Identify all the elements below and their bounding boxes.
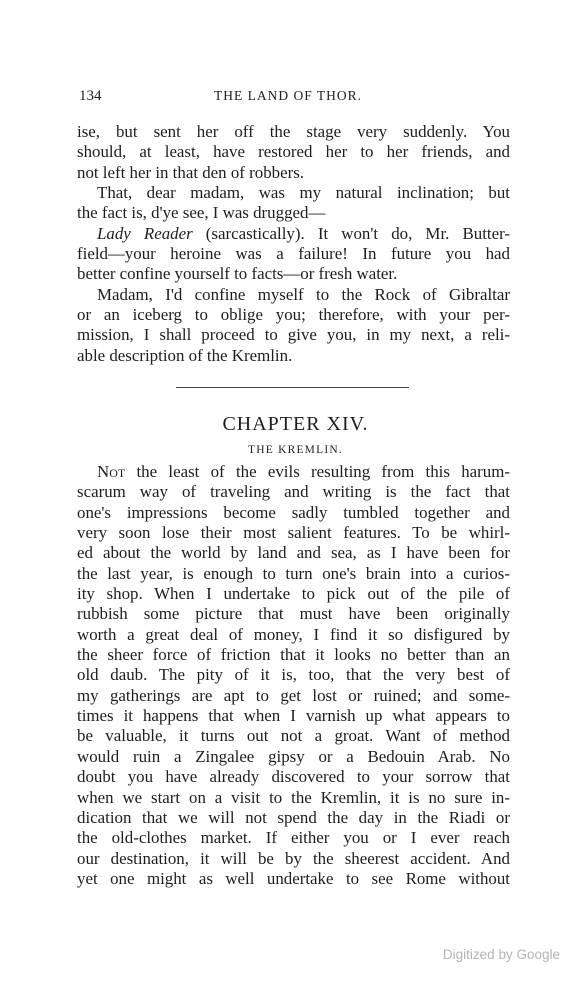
text-fragment: the least of the evils resulting from this harum- xyxy=(125,462,510,481)
text-line: our destination, it will be by the sheerest accident. And xyxy=(77,848,510,868)
text-line: ed about the world by land and sea, as I have been for xyxy=(77,543,510,563)
speaker-name: Lady Reader xyxy=(97,223,193,243)
text-line: worth a great deal of money, I find it so disfigured by xyxy=(77,624,510,644)
text-line: yet one might as well undertake to see Rome without xyxy=(77,868,510,888)
text-line: the last year, is enough to turn one's brain into a curios- xyxy=(77,563,510,583)
text-line: not left her in that den of robbers. xyxy=(77,162,305,182)
page-header xyxy=(77,88,510,108)
text-line: field—your heroine was a failure! In future you had xyxy=(77,244,510,264)
initial-letter: N xyxy=(97,462,110,481)
text-line: my gatherings are apt to get lost or ruined; and some- xyxy=(77,685,510,705)
chapter-subtitle: THE KREMLIN. xyxy=(248,444,343,456)
text-line: rubbish some picture that must have been originally xyxy=(77,604,510,624)
text-line: ity shop. When I undertake to pick out of the pile of xyxy=(77,584,510,604)
text-line: or an iceberg to oblige you; therefore, with your per- xyxy=(77,305,510,325)
text-line: be valuable, it turns out not a groat. Want of method xyxy=(77,726,510,746)
page-number: 134 xyxy=(79,88,102,104)
text-line: Madam, I'd confine myself to the Rock of Gibraltar xyxy=(97,284,510,304)
text-line: ise, but sent her off the stage very suddenly. You xyxy=(77,122,510,141)
text-fragment: (sarcastically). It won't do, Mr. Butter- xyxy=(192,223,510,243)
chapter-opening-line xyxy=(77,462,510,482)
text-line: the old-clothes market. If either you or I ever reach xyxy=(77,828,510,848)
text-line: scarum way of traveling and writing is the fact that xyxy=(77,482,510,502)
chapter-title: CHAPTER XIV. xyxy=(222,413,369,435)
text-line: very soon lose their most salient features. To be whirl- xyxy=(77,523,510,543)
chapter-body xyxy=(77,462,510,889)
running-title: THE LAND OF THOR. xyxy=(214,88,362,103)
text-line: the fact is, d'ye see, I was drugged— xyxy=(77,203,326,223)
text-line: times it happens that when I varnish up what appears to xyxy=(77,706,510,726)
text-line: dication that we will not spend the day in the Riadi or xyxy=(77,807,510,827)
text-line: better confine yourself to facts—or fresh water. xyxy=(77,264,398,284)
text-line: the sheer force of friction that it looks no better than an xyxy=(77,645,510,665)
text-line: That, dear madam, was my natural inclination; but xyxy=(97,183,510,203)
text-line: old daub. The pity of it is, too, that the very best of xyxy=(77,665,510,685)
text-line: mission, I shall proceed to give you, in my next, a reli- xyxy=(77,325,510,345)
text-line: would ruin a Zingalee gipsy or a Bedouin Arab. No xyxy=(77,746,510,766)
text-line: when we start on a visit to the Kremlin, it is no sure in- xyxy=(77,787,510,807)
text-line: should, at least, have restored her to her friends, and xyxy=(77,142,510,162)
continuation-paragraph xyxy=(77,122,510,366)
lady-reader-line xyxy=(77,224,510,244)
section-divider xyxy=(176,387,409,388)
text-line: able description of the Kremlin. xyxy=(77,345,293,365)
initial-word-rest: ot xyxy=(109,462,126,481)
text-line: one's impressions become sadly tumbled together and xyxy=(77,502,510,522)
text-line: doubt you have already discovered to your sorrow that xyxy=(77,767,510,787)
digitized-watermark: Digitized by Google xyxy=(442,947,560,962)
